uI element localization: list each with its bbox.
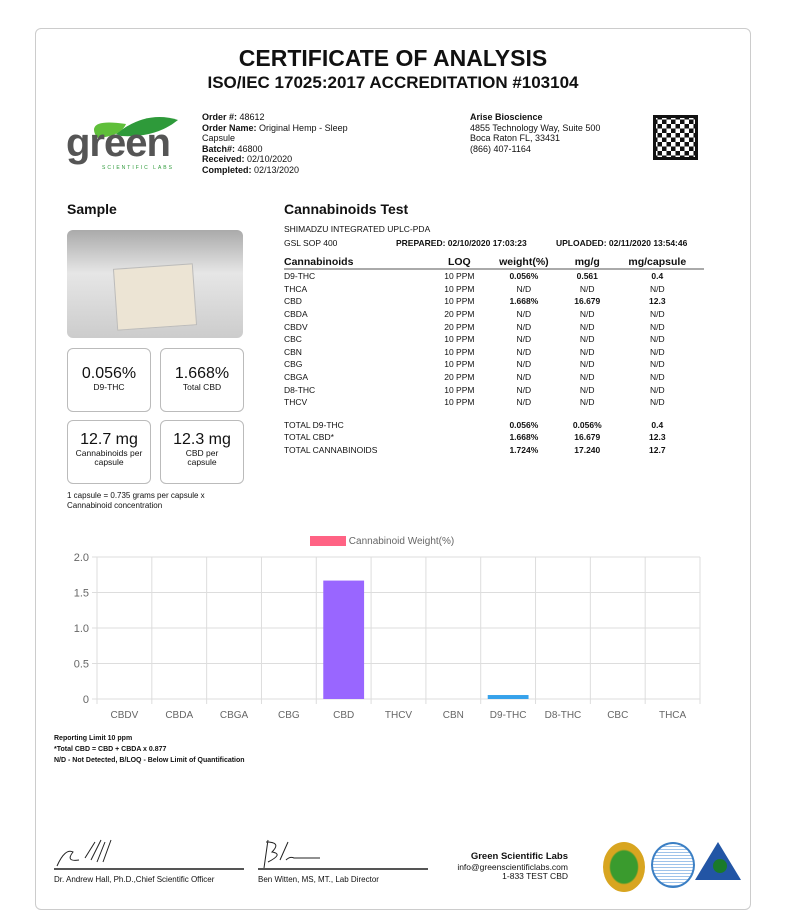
table-cell: N/D [649, 397, 665, 408]
green-logo [66, 112, 196, 174]
table-row [284, 346, 704, 359]
table-cell: N/D [579, 372, 595, 383]
table-cell: CBD [284, 296, 302, 307]
sop: GSL SOP 400 [284, 238, 338, 248]
test-heading: Cannabinoids Test [284, 201, 409, 217]
x-tick-label: CBGA [219, 710, 249, 721]
table-cell: N/D [516, 309, 532, 320]
table-cell: N/D [516, 372, 532, 383]
table-cell: CBG [284, 359, 303, 370]
table-row [284, 396, 704, 409]
table-row [284, 295, 704, 308]
stat-cannabinoids-per-capsule: 12.7 mg Cannabinoids per capsule [67, 420, 151, 484]
total-row [284, 444, 704, 457]
table-cell: N/D [516, 359, 532, 370]
table-cell: 1.668% [509, 296, 539, 307]
table-cell: 10 PPM [444, 384, 475, 395]
x-tick-label: CBG [278, 710, 300, 721]
table-cell [435, 431, 484, 444]
y-tick-label: 1.0 [73, 623, 89, 635]
chart-legend [310, 536, 454, 548]
column-header: mg/capsule [611, 255, 704, 269]
table-cell: 1.724% [509, 445, 539, 456]
table-cell: 12.7 [649, 445, 666, 456]
column-header: weight(%) [484, 255, 564, 269]
table-cell: N/D [579, 334, 595, 345]
table-cell: N/D [516, 346, 532, 357]
notes: Reporting Limit 10 ppm *Total CBD = CBD + CBDA x 0.877 N/D - Not Detected, B/LOQ - Below Limit of Quantification [54, 735, 245, 764]
logo-text: green [66, 121, 170, 165]
table-cell: 16.679 [574, 296, 601, 307]
table-cell: N/D [649, 283, 665, 294]
table-cell: N/D [579, 283, 595, 294]
cannabinoid-bar-chart [60, 550, 710, 725]
pjla-seal-icon [693, 840, 743, 890]
method: SHIMADZU INTEGRATED UPLC-PDA [284, 224, 431, 234]
page-title: CERTIFICATE OF ANALYSIS [238, 45, 548, 71]
table-cell: N/D [516, 283, 532, 294]
table-cell: 20 PPM [444, 309, 475, 320]
table-cell: 12.3 [649, 432, 666, 443]
x-tick-label: THCV [384, 710, 413, 721]
table-cell: N/D [579, 397, 595, 408]
results-table [284, 255, 704, 456]
table-cell: N/D [649, 321, 665, 332]
y-tick-label: 1.5 [73, 587, 89, 600]
y-tick-label: 2.0 [73, 552, 89, 564]
table-cell: N/D [516, 321, 532, 332]
column-header: Cannabinoids [284, 255, 435, 269]
table-cell: CBDA [284, 309, 308, 320]
sample-photo [67, 230, 243, 338]
x-tick-label: CBDA [165, 710, 194, 721]
table-cell: 0.056% [509, 419, 539, 430]
table-cell: CBN [284, 346, 302, 357]
capsule-note: 1 capsule = 0.735 grams per capsule x Cannabinoid concentration [67, 491, 205, 510]
signature-witten [260, 838, 340, 868]
lab-contact: Green Scientific Labs info@greenscientificlabs.com 1-833 TEST CBD [457, 851, 568, 881]
table-cell: 12.3 [649, 296, 666, 307]
table-row [284, 308, 704, 321]
table-cell: TOTAL D9-THC [284, 419, 344, 430]
table-cell: 10 PPM [444, 334, 475, 345]
table-cell: N/D [516, 397, 532, 408]
table-cell: 0.4 [651, 419, 664, 430]
x-tick-label: D8-THC [544, 710, 582, 721]
uploaded: UPLOADED: 02/11/2020 13:54:46 [556, 238, 688, 248]
table-cell: N/D [649, 384, 665, 395]
table-cell: 10 PPM [444, 359, 475, 370]
legend-label: Cannabinoid Weight(%) [348, 536, 455, 547]
table-cell: 0.4 [651, 271, 664, 282]
stat-cbd-per-capsule: 12.3 mg CBD per capsule [160, 420, 244, 484]
y-tick-label: 0.5 [73, 658, 89, 671]
table-cell: 20 PPM [444, 372, 475, 383]
table-cell: N/D [649, 334, 665, 345]
table-row [284, 269, 704, 283]
ilac-mra-seal-icon [651, 842, 695, 888]
x-tick-label: D9-THC [489, 710, 527, 721]
table-cell: N/D [579, 321, 595, 332]
legend-swatch [310, 536, 346, 546]
x-tick-label: CBC [607, 710, 629, 721]
green-seal-icon [603, 842, 645, 892]
x-tick-label: CBN [442, 710, 464, 721]
table-cell: 10 PPM [444, 271, 475, 282]
total-row [284, 419, 704, 432]
x-tick-label: CBD [333, 710, 355, 721]
table-cell: 10 PPM [444, 346, 475, 357]
table-row [284, 383, 704, 396]
table-row [284, 320, 704, 333]
total-row [284, 431, 704, 444]
table-cell: N/D [649, 372, 665, 383]
table-row [284, 358, 704, 371]
table-cell: THCA [284, 283, 308, 294]
table-cell: 10 PPM [444, 397, 475, 408]
table-cell: N/D [579, 359, 595, 370]
x-tick-label: CBDV [110, 710, 139, 721]
table-cell: CBDV [284, 321, 308, 332]
table-cell: N/D [579, 384, 595, 395]
table-cell: N/D [579, 346, 595, 357]
table-cell: CBC [284, 334, 302, 345]
signature-hall [55, 838, 135, 868]
table-cell: 10 PPM [444, 296, 475, 307]
table-cell: D9-THC [284, 271, 316, 282]
table-cell: 0.056% [509, 271, 539, 282]
sample-heading: Sample [67, 201, 117, 217]
logo-subtext: SCIENTIFIC LABS [102, 165, 174, 171]
table-cell: CBGA [284, 372, 309, 383]
table-cell: THCV [284, 397, 308, 408]
table-cell: TOTAL CBD* [284, 432, 334, 443]
x-tick-label: THCA [658, 710, 687, 721]
table-cell: N/D [516, 384, 532, 395]
table-cell [435, 419, 484, 432]
order-info: Order #: 48612 Order Name: Original Hemp - Sleep Capsule Batch#: 46800 Received: 02/10/2020 Completed: 02/13/2020 [202, 112, 348, 175]
table-cell: 20 PPM [444, 321, 475, 332]
table-cell: 16.679 [574, 432, 601, 443]
table-cell: 0.056% [572, 419, 602, 430]
table-cell: 1.668% [509, 432, 539, 443]
prepared: PREPARED: 02/10/2020 17:03:23 [396, 238, 527, 248]
table-cell [435, 444, 484, 457]
signature-hall-name: Dr. Andrew Hall, Ph.D.,Chief Scientific Officer [54, 868, 244, 884]
table-cell: N/D [649, 346, 665, 357]
qr-code-icon [653, 115, 698, 160]
bar-cbd [323, 581, 364, 699]
signature-witten-name: Ben Witten, MS, MT., Lab Director [258, 868, 428, 884]
table-row [284, 283, 704, 296]
table-cell: 0.561 [576, 271, 598, 282]
table-row [284, 333, 704, 346]
column-header: mg/g [564, 255, 611, 269]
table-cell: N/D [516, 334, 532, 345]
table-cell: N/D [649, 359, 665, 370]
stat-d9-thc: 0.056% D9-THC [67, 348, 151, 412]
bar-d9-thc [488, 695, 529, 699]
table-cell: N/D [649, 309, 665, 320]
table-cell: N/D [579, 309, 595, 320]
table-cell: 17.240 [574, 445, 601, 456]
table-cell: 10 PPM [444, 283, 475, 294]
table-cell: D8-THC [284, 384, 316, 395]
accreditation: ISO/IEC 17025:2017 ACCREDITATION #103104 [207, 73, 579, 92]
column-header: LOQ [435, 255, 484, 269]
table-row [284, 371, 704, 384]
table-cell: TOTAL CANNABINOIDS [284, 445, 378, 456]
client-info: Arise Bioscience 4855 Technology Way, Suite 500 Boca Raton FL, 33431 (866) 407-1164 [470, 112, 601, 154]
y-tick-label: 0 [82, 694, 89, 706]
stat-total-cbd: 1.668% Total CBD [160, 348, 244, 412]
